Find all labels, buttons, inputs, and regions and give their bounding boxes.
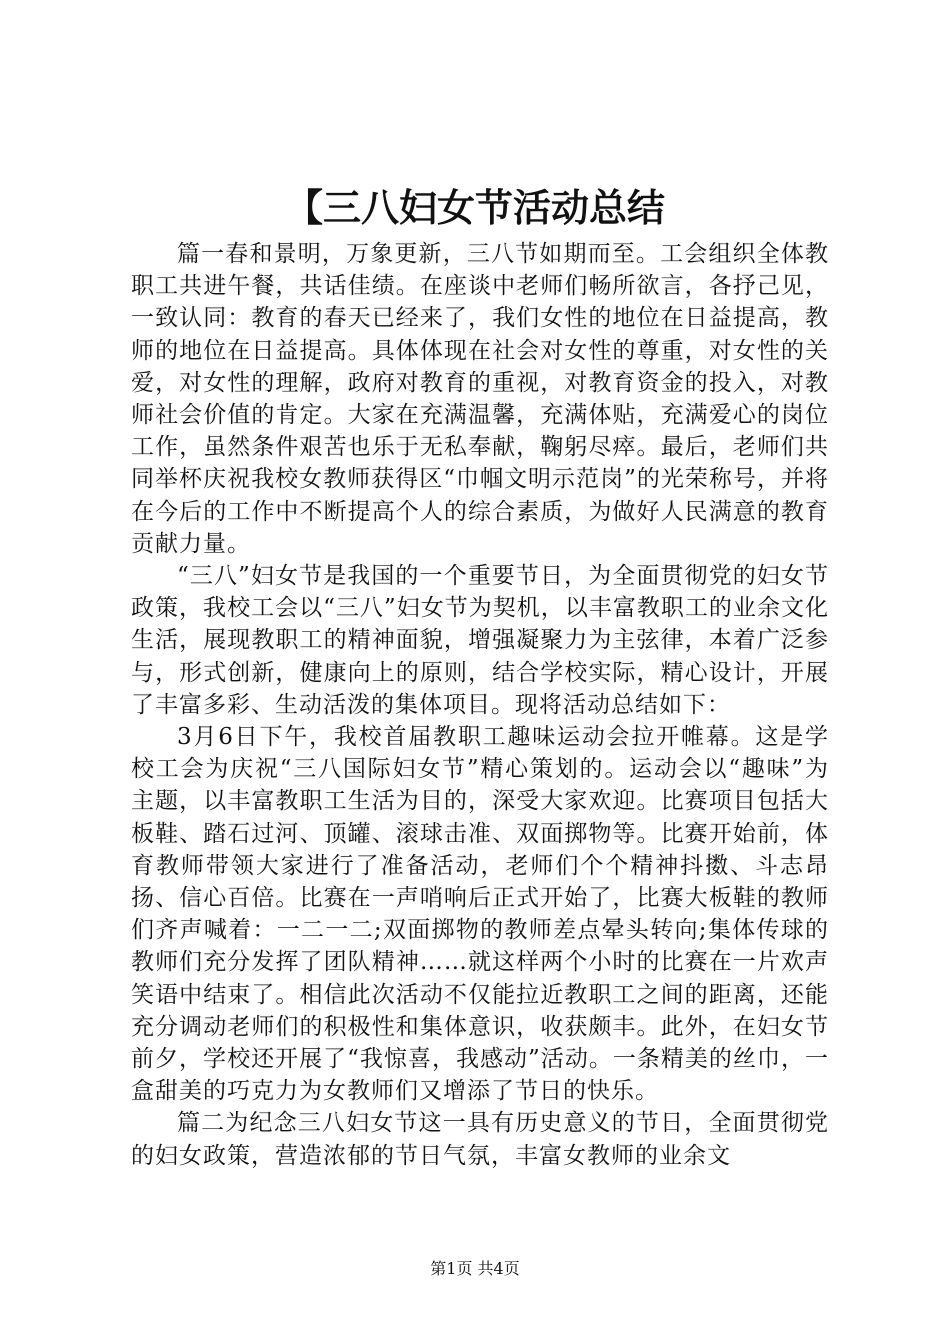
document-body [131,238,829,1172]
paragraph-4: 篇二为纪念三八妇女节这一具有历史意义的节日，全面贯彻党的妇女政策，营造浓郁的节日气氛，丰富女教师的业余文 [131,1110,829,1169]
document-title: 【三八妇女节活动总结 [284,186,665,230]
paragraph-3: 3月6日下午，我校首届教职工趣味运动会拉开帷幕。这是学校工会为庆祝“三八国际妇女节”精心策划的。运动会以“趣味”为主题，以丰富教职工生活为目的，深受大家欢迎。比赛项目包括大板鞋、踏石过河、顶罐、滚球击准、双面掷物等。比赛开始前，体育教师带领大家进行了准备活动，老师们个个精神抖擞、斗志昂扬、信心百倍。比赛在一声哨响后正式开始了，比赛大板鞋的教师们齐声喊着：一二一二;双面掷物的教师差点晕头转向;集体传球的教师们充分发挥了团队精神……就这样两个小时的比赛在一片欢声笑语中结束了。相信此次活动不仅能拉近教职工之间的距离，还能充分调动老师们的积极性和集体意识，收获颇丰。此外，在妇女节前夕，学校还开展了“我惊喜，我感动”活动。一条精美的丝巾，一盒甜美的巧克力为女教师们又增添了节日的快乐。 [131,724,829,1105]
paragraph-2: “三八”妇女节是我国的一个重要节日，为全面贯彻党的妇女节政策，我校工会以“三八”妇女节为契机，以丰富教职工的业余文化生活，展现教职工的精神面貌，增强凝聚力为主弦律，本着广泛参与，形式创新，健康向上的原则，结合学校实际，精心设计，开展了丰富多彩、生动活泼的集体项目。现将活动总结如下： [131,563,829,718]
paragraph-1: 篇一春和景明，万象更新，三八节如期而至。工会组织全体教职工共进午餐，共话佳绩。在座谈中老师们畅所欲言，各抒己见，一致认同：教育的春天已经来了，我们女性的地位在日益提高，教师的地位在日益提高。具体体现在社会对女性的尊重，对女性的关爱，对女性的理解，政府对教育的重视，对教育资金的投入，对教师社会价值的肯定。大家在充满温馨，充满体贴，充满爱心的岗位工作，虽然条件艰苦也乐于无私奉献，鞠躬尽瘁。最后，老师们共同举杯庆祝我校女教师获得区“巾帼文明示范岗”的光荣称号，并将在今后的工作中不断提高个人的综合素质，为做好人民满意的教育贡献力量。 [131,241,829,557]
page-footer: 第1页 共4页 [430,1259,520,1278]
